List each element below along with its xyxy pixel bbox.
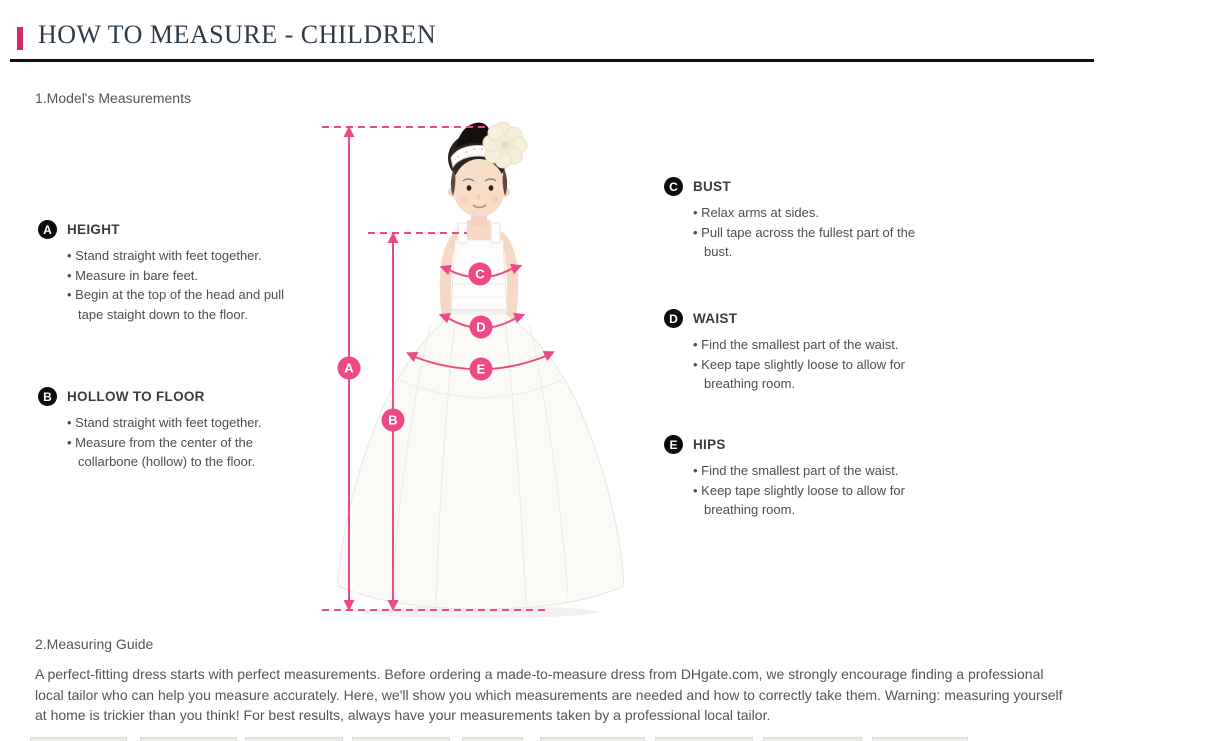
instruction-item: • Stand straight with feet together. [67,246,302,266]
badge-a: A [38,220,57,239]
measurement-block-height [38,220,302,324]
instruction-item: • Measure from the center of the collarbone (hollow) to the floor. [67,433,302,472]
size-table-header-cell [540,737,645,741]
hollow-to-floor-instructions [67,413,302,472]
badge-d: D [664,309,683,328]
badge-c: C [664,177,683,196]
measurement-block-bust [664,177,935,262]
measurement-label-hollow-to-floor: HOLLOW TO FLOOR [67,389,205,404]
size-table-header-cell [245,737,343,741]
hair-flower [483,122,527,168]
measurement-block-waist [664,309,935,394]
instruction-item: • Find the smallest part of the waist. [693,461,935,481]
section-1-label: 1.Model's Measurements [35,90,191,106]
size-table-header-cell [462,737,523,741]
badge-b: B [38,387,57,406]
waist-instructions [693,335,935,394]
diagram-badge-d: D [476,319,486,335]
measurement-label-bust: BUST [693,179,731,194]
badge-e: E [664,435,683,454]
hips-instructions [693,461,935,520]
bust-instructions [693,203,935,262]
section-2-label: 2.Measuring Guide [35,636,154,652]
measurement-label-height: HEIGHT [67,222,120,237]
diagram-badge-b: B [388,412,398,428]
diagram-badge-e: E [476,361,486,377]
instruction-item: • Relax arms at sides. [693,203,935,223]
instruction-item: • Stand straight with feet together. [67,413,302,433]
diagram-badge-a: A [344,360,354,376]
size-table-header-cell [30,737,127,741]
page-title: HOW TO MEASURE - CHILDREN [38,20,437,49]
title-accent-bar [17,27,23,50]
instruction-item: • Keep tape slightly loose to allow for breathing room. [693,355,935,394]
measurement-block-hips [664,435,935,520]
size-table-header-cell [352,737,450,741]
instruction-item: • Pull tape across the fullest part of the bust. [693,223,935,262]
size-table-header-cell [655,737,753,741]
height-instructions [67,246,302,324]
size-table-header-cell [872,737,968,741]
measuring-guide-paragraph: A perfect-fitting dress starts with perfect measurements. Before ordering a made-to-measure dress from DHgate.com, we strongly encourage finding a professional local tailor who can help you measure accurately. Here, we'll show you which measurements are needed and how to correctly take them. Warning: measuring yourself at home is trickier than you think! For best results, always have your measurements taken by a professional local tailor. [35,666,1063,723]
size-table-header-cell [140,737,237,741]
instruction-item: • Keep tape slightly loose to allow for breathing room. [693,481,935,520]
size-table-header-cell [763,737,862,741]
title-divider [10,59,1094,62]
instruction-item: • Find the smallest part of the waist. [693,335,935,355]
measurement-label-hips: HIPS [693,437,726,452]
instruction-item: • Begin at the top of the head and pull tape staight down to the floor. [67,285,302,324]
measurement-block-hollow-to-floor [38,387,302,472]
model-measurement-diagram [300,105,660,635]
diagram-badge-c: C [475,266,485,282]
instruction-item: • Measure in bare feet. [67,266,302,286]
measurement-label-waist: WAIST [693,311,738,326]
